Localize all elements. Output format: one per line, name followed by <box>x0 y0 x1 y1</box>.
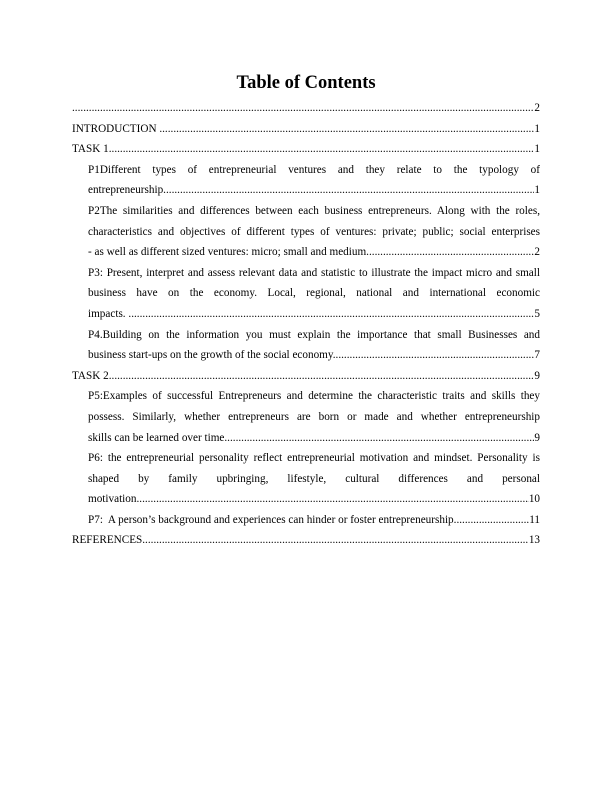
dot-leader <box>336 345 535 366</box>
toc-entry-text: TASK 2 <box>72 369 109 382</box>
toc-page-number: 1 <box>534 122 540 135</box>
toc-page-number: 7 <box>534 349 540 362</box>
toc-entry-text: INTRODUCTION <box>72 122 160 135</box>
dot-leader <box>139 489 529 510</box>
toc-page-number: 2 <box>534 246 540 259</box>
toc-entry-p7[interactable] <box>72 510 540 531</box>
toc-page-number: 9 <box>534 431 540 444</box>
toc-entry-text-last-line: entrepreneurship <box>88 184 164 197</box>
toc-entry-text: P5:Examples of successful Entrepreneurs and determine the characteristic traits and skills they possess. Similarly, whether entrepreneurs are born or made and whether entrepreneurship <box>88 390 540 423</box>
toc-entry-p4[interactable] <box>72 325 540 366</box>
toc-entry-text: P7: A person’s background and experiences can hinder or foster entrepreneurship. <box>88 513 457 526</box>
toc-entry-p1[interactable] <box>72 160 540 201</box>
table-of-contents <box>72 98 540 551</box>
dot-leader <box>227 428 534 449</box>
dot-leader <box>159 119 534 140</box>
toc-entry-task-1[interactable] <box>72 139 540 160</box>
toc-title: Table of Contents <box>236 73 376 93</box>
toc-page-number: 9 <box>534 369 540 382</box>
toc-entry-references[interactable] <box>72 530 540 551</box>
dot-leader <box>369 242 534 263</box>
toc-entry-text: P3: Present, interpret and assess relevant data and statistic to illustrate the impact micro and small business have on the economy. Local, regional, national and international economic <box>88 266 540 300</box>
dot-leader <box>109 366 535 387</box>
toc-page-number: 11 <box>529 513 540 526</box>
toc-entry-text-last-line: skills can be learned over time. <box>88 431 228 444</box>
toc-page-number: 1 <box>534 143 540 156</box>
toc-entry-text-last-line: business start-ups on the growth of the social economy. <box>88 349 336 362</box>
toc-entry-text-last-line: impacts. <box>88 307 129 320</box>
toc-entry-text: REFERENCES <box>72 534 143 547</box>
toc-entry-text: P6: the entrepreneurial personality reflect entrepreneurial motivation and mindset. Personality is shaped by family upbringing, lifestyle, cultural differences and personal <box>88 452 540 485</box>
toc-entry[interactable] <box>72 98 540 119</box>
dot-leader <box>163 180 534 201</box>
dot-leader <box>128 304 534 325</box>
document-page <box>72 72 540 551</box>
toc-entry-text: P4.Building on the information you must explain the importance that small Businesses and <box>88 328 540 341</box>
toc-page-number: 10 <box>528 493 540 506</box>
toc-entry-text: TASK 1 <box>72 143 109 156</box>
toc-entry-introduction[interactable] <box>72 119 540 140</box>
toc-entry-text-last-line: - as well as different sized ventures: micro; small and medium. <box>88 246 369 259</box>
toc-entry-text-last-line: motivation. <box>88 493 140 506</box>
toc-entry-p5[interactable] <box>72 386 540 448</box>
toc-entry-p6[interactable] <box>72 448 540 510</box>
toc-page-number: 13 <box>528 534 540 547</box>
toc-page-number: 2 <box>534 102 540 114</box>
dot-leader <box>109 139 535 160</box>
toc-entry-task-2[interactable] <box>72 366 540 387</box>
dot-leader <box>142 530 529 551</box>
toc-page-number: 5 <box>534 307 540 320</box>
toc-entry-p2[interactable] <box>72 201 540 263</box>
toc-page-number: 1 <box>534 184 540 197</box>
toc-entry-text: P2The similarities and differences between each business entrepreneurs. Along with the roles, characteristics and objectives of different types of ventures: private; public; social enterprises <box>88 204 540 238</box>
dot-leader <box>456 510 529 531</box>
toc-entry-text: P1Different types of entrepreneurial ventures and they relate to the typology of <box>88 163 540 176</box>
toc-entry-p3[interactable] <box>72 263 540 325</box>
dot-leader <box>72 98 534 119</box>
